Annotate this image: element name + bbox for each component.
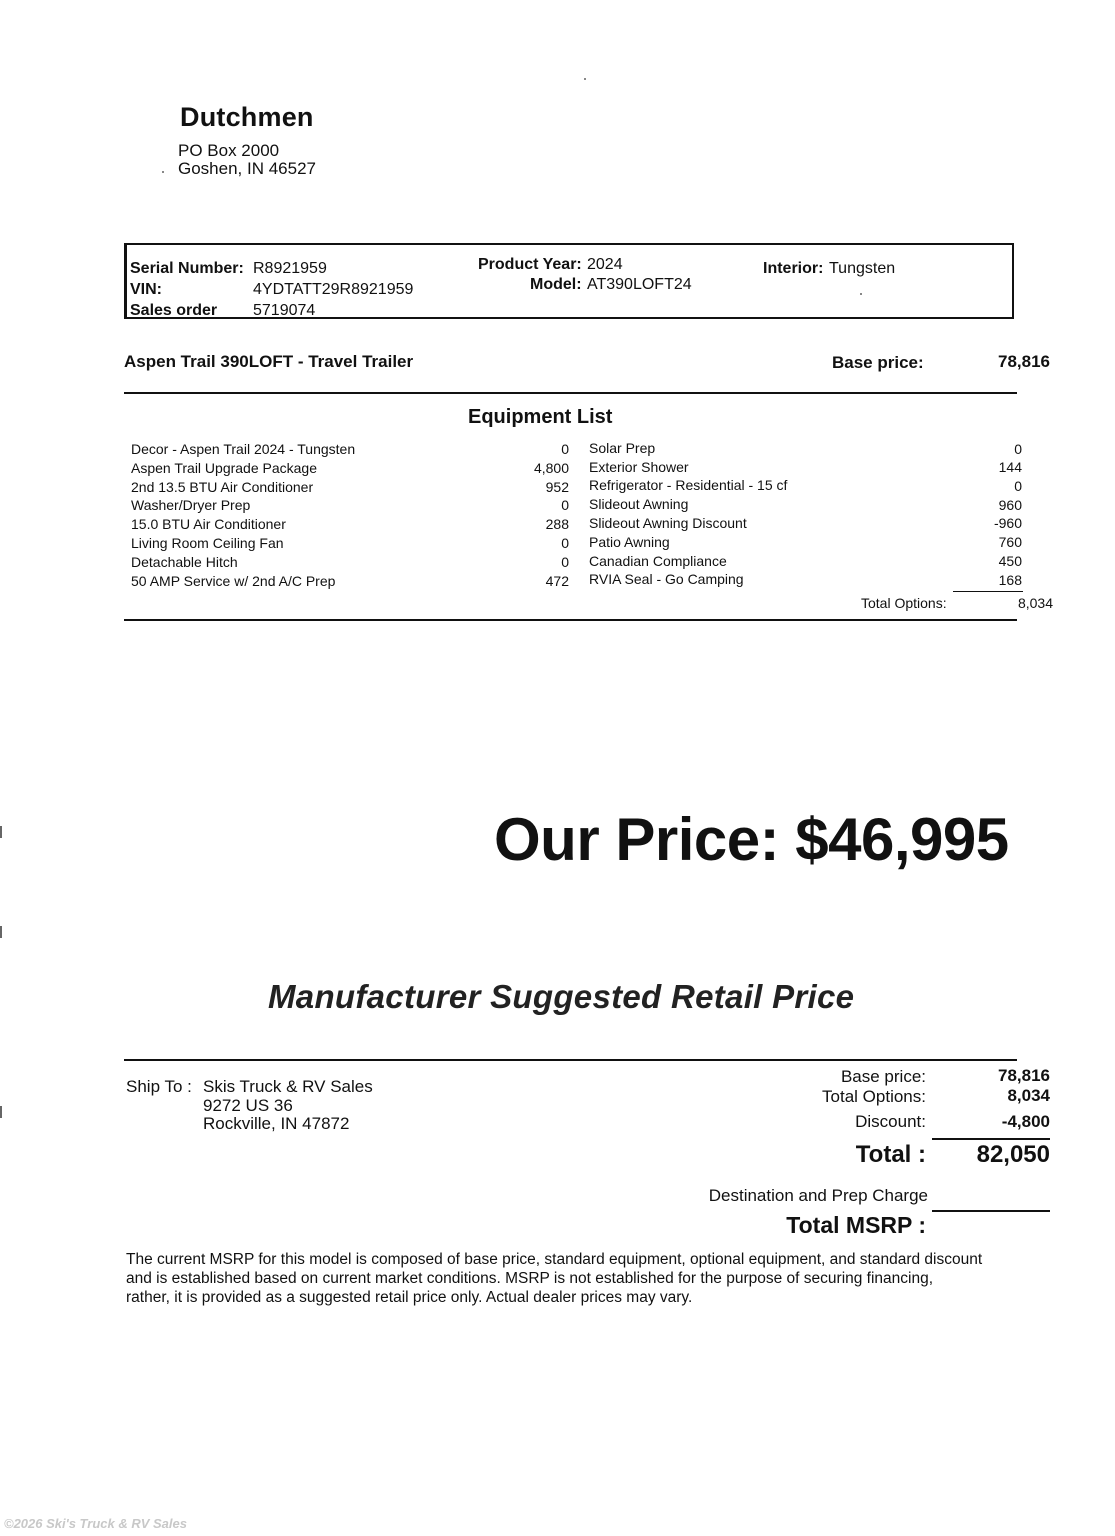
ship-to-address2: Rockville, IN 47872 <box>203 1114 350 1133</box>
total-rule <box>932 1138 1050 1140</box>
scan-speck <box>860 293 862 295</box>
equipment-price: 450 <box>998 553 1022 569</box>
product-title: Aspen Trail 390LOFT - Travel Trailer <box>124 352 414 371</box>
equipment-price: 288 <box>545 516 569 532</box>
equipment-item: Canadian Compliance <box>589 553 727 569</box>
disclaimer-line: and is established based on current market conditions. MSRP is not established for the purpose of securing financing, <box>126 1270 934 1287</box>
scan-edge-mark <box>0 826 2 838</box>
equipment-item: RVIA Seal - Go Camping <box>589 571 744 587</box>
total-options-rule <box>953 591 1023 592</box>
equipment-heading: Equipment List <box>468 406 613 428</box>
scan-speck <box>584 78 586 80</box>
summary-total-value: 82,050 <box>976 1141 1050 1168</box>
destination-rule <box>932 1210 1050 1212</box>
base-price-value: 78,816 <box>998 352 1050 371</box>
divider-top <box>124 392 1017 394</box>
ship-to-address1: 9272 US 36 <box>203 1096 293 1115</box>
model-value: AT390LOFT24 <box>587 276 692 293</box>
ship-to-label: Ship To : <box>126 1077 192 1096</box>
equipment-price: 4,800 <box>533 460 569 476</box>
destination-label: Destination and Prep Charge <box>708 1186 928 1205</box>
equipment-price: 0 <box>561 535 569 551</box>
total-msrp-label: Total MSRP : <box>786 1212 926 1238</box>
equipment-item: Patio Awning <box>589 534 670 550</box>
serial-number-value: R8921959 <box>253 260 327 277</box>
disclaimer-line: rather, it is provided as a suggested retail price only. Actual dealer prices may vary. <box>126 1289 693 1306</box>
interior-label: Interior: <box>763 260 824 277</box>
equipment-price: 0 <box>1014 478 1022 494</box>
our-price: Our Price: $46,995 <box>494 806 1009 873</box>
equipment-price: -960 <box>993 515 1022 531</box>
equipment-item: 50 AMP Service w/ 2nd A/C Prep <box>131 573 336 589</box>
equipment-item: Slideout Awning Discount <box>589 515 747 531</box>
disclaimer <box>126 1250 1006 1307</box>
equipment-item: Living Room Ceiling Fan <box>131 535 284 551</box>
equipment-price: 952 <box>545 479 569 495</box>
equipment-item: Solar Prep <box>589 440 656 456</box>
scan-edge-mark <box>0 926 2 938</box>
equipment-item: Washer/Dryer Prep <box>131 497 251 513</box>
interior-value: Tungsten <box>829 260 896 277</box>
equipment-price: 168 <box>998 572 1022 588</box>
total-options-label: Total Options: <box>861 595 947 611</box>
summary-total-options-label: Total Options: <box>822 1087 926 1106</box>
summary-discount-value: -4,800 <box>1001 1112 1050 1131</box>
equipment-item: Slideout Awning <box>589 496 689 512</box>
summary-base-price-label: Base price: <box>840 1067 926 1086</box>
model-label: Model: <box>530 276 582 293</box>
msrp-title: Manufacturer Suggested Retail Price <box>268 978 855 1015</box>
total-options-value: 8,034 <box>1017 595 1053 611</box>
equipment-price: 472 <box>545 573 569 589</box>
equipment-price: 144 <box>998 459 1022 475</box>
sales-order-label: Sales order <box>130 302 218 319</box>
equipment-price: 960 <box>998 497 1022 513</box>
summary-discount-label: Discount: <box>855 1112 926 1131</box>
scan-edge-mark <box>0 1106 2 1118</box>
summary-base-price-value: 78,816 <box>998 1066 1050 1085</box>
vin-label: VIN: <box>130 281 162 298</box>
equipment-item: Decor - Aspen Trail 2024 - Tungsten <box>131 441 356 457</box>
company-address-line1: PO Box 2000 <box>178 141 280 160</box>
product-year-label: Product Year: <box>478 256 582 273</box>
vin-value: 4YDTATT29R8921959 <box>253 281 414 298</box>
equipment-item: Aspen Trail Upgrade Package <box>131 460 317 476</box>
serial-number-label: Serial Number: <box>130 260 244 277</box>
scan-speck <box>162 171 164 173</box>
equipment-item: 15.0 BTU Air Conditioner <box>131 516 286 532</box>
company-name: Dutchmen <box>180 102 314 132</box>
summary-total-options-value: 8,034 <box>1007 1086 1050 1105</box>
equipment-price: 0 <box>561 497 569 513</box>
ship-to-name: Skis Truck & RV Sales <box>203 1077 373 1096</box>
equipment-price: 0 <box>1014 441 1022 457</box>
product-year-value: 2024 <box>587 256 623 273</box>
summary-total-label: Total : <box>855 1141 926 1168</box>
copyright-footer: ©2026 Ski's Truck & RV Sales <box>4 1516 187 1531</box>
sales-order-value: 5719074 <box>253 302 316 319</box>
equipment-item: Detachable Hitch <box>131 554 238 570</box>
disclaimer-line: The current MSRP for this model is composed of base price, standard equipment, optional equipment, and standard discount <box>126 1251 983 1268</box>
company-address-line2: Goshen, IN 46527 <box>178 159 316 178</box>
divider-bottom <box>124 619 1017 621</box>
base-price-label: Base price: <box>832 353 924 372</box>
equipment-price: 0 <box>561 554 569 570</box>
equipment-price: 760 <box>998 534 1022 550</box>
equipment-item: 2nd 13.5 BTU Air Conditioner <box>131 479 314 495</box>
equipment-item: Exterior Shower <box>589 459 689 475</box>
msrp-divider <box>124 1059 1017 1061</box>
equipment-item: Refrigerator - Residential - 15 cf <box>589 477 788 493</box>
equipment-price: 0 <box>561 441 569 457</box>
